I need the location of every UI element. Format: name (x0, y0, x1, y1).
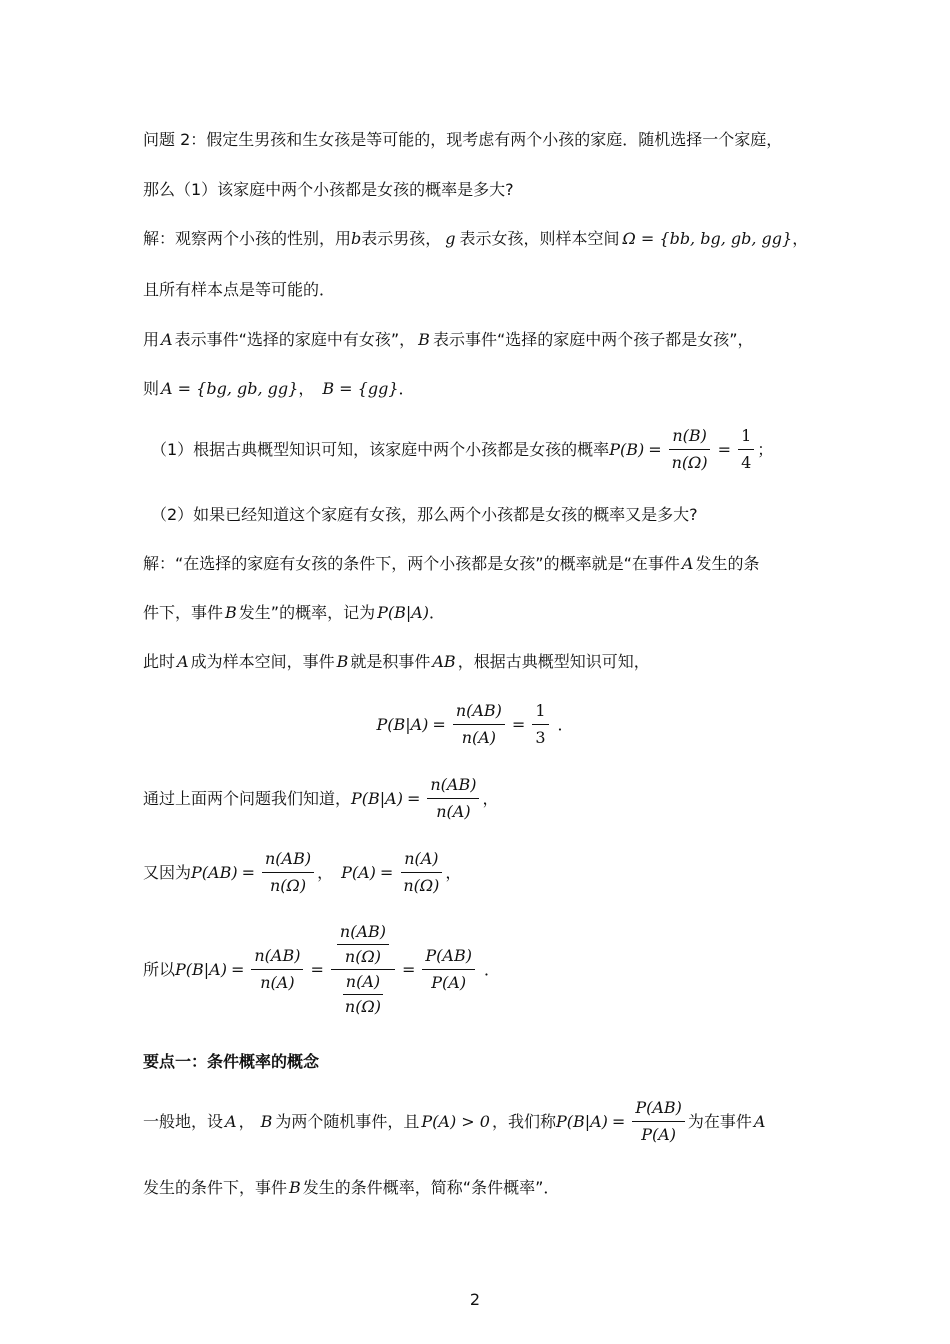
math-expr: P(B|A) (376, 714, 429, 734)
text: ． (483, 959, 500, 979)
paragraph-9 (143, 552, 759, 576)
page-number: 2 (469, 1290, 481, 1309)
formula-PBA (351, 774, 482, 823)
text: 所以 (143, 959, 176, 979)
paragraph-14 (143, 848, 461, 897)
text: 成为样本空间，事件 (190, 652, 335, 671)
math-expr: P(B|A) (555, 1111, 608, 1131)
paragraph-17 (143, 1176, 559, 1200)
equals-sign: = (230, 959, 245, 979)
text: ． (557, 714, 574, 734)
text: （1）根据古典概型知识可知，该家庭中两个小孩都是女孩的概率 (151, 439, 610, 459)
equals-sign: = (511, 714, 526, 734)
paragraph-3 (143, 227, 808, 251)
set-B: B = {gg} (322, 379, 399, 398)
paragraph-15 (143, 922, 500, 1017)
text: 则 (143, 379, 160, 398)
math-var: b (351, 229, 362, 248)
math-expr: P(A) > 0 (421, 1111, 490, 1131)
paragraph-7 (151, 425, 773, 474)
denominator: n(Ω) (344, 947, 381, 966)
text: 为在事件 (687, 1111, 752, 1131)
fraction (738, 425, 754, 474)
math-expr: P(B|A) (351, 788, 403, 808)
numerator: n(A) (343, 972, 383, 995)
fraction (422, 945, 475, 994)
equals-sign: = (241, 862, 255, 882)
paragraph-10 (143, 601, 445, 625)
math-expr: P(B|A) (377, 603, 430, 622)
equals-sign: = (379, 862, 394, 882)
text: 表示女孩，则样本空间 (459, 229, 620, 248)
math-var: A (161, 330, 173, 349)
paragraph-8 (151, 503, 698, 527)
numerator: n(A) (401, 848, 441, 873)
math-expr: P(B) (609, 439, 645, 459)
numerator: n(AB) (251, 945, 303, 970)
paragraph-13 (143, 774, 499, 823)
equals-sign: = (717, 439, 732, 459)
numerator: 1 (532, 700, 548, 725)
text: 发生的条件下，事件 (143, 1178, 288, 1197)
text: ， (792, 229, 809, 248)
equals-sign: = (310, 959, 324, 979)
fraction (262, 848, 314, 897)
display-formula-1 (0, 700, 950, 749)
denominator: n(A) (436, 802, 471, 821)
equals-sign: = (402, 959, 416, 979)
formula-PB (609, 425, 757, 474)
fraction (342, 972, 384, 1017)
math-expr: P(B|A) (175, 959, 227, 979)
formula-PA (341, 848, 445, 897)
fraction (251, 945, 303, 994)
numerator: n(AB) (337, 922, 389, 945)
equals-sign: = (432, 714, 446, 734)
fraction (337, 922, 389, 967)
math-expr: P(AB) (191, 862, 238, 882)
formula-PAB (191, 848, 317, 897)
numerator: n(B) (669, 425, 710, 450)
text: 解：观察两个小孩的性别，用 (143, 229, 352, 248)
paragraph-2 (143, 178, 514, 202)
text: ， (238, 1111, 255, 1131)
math-var: B (260, 1111, 273, 1131)
text: 表示事件“选择的家庭中有女孩”， (174, 330, 416, 349)
text: 又因为 (143, 862, 192, 882)
denominator: P(A) (641, 1125, 676, 1144)
text: 件下，事件 (143, 603, 224, 622)
text: 就是积事件 (350, 652, 431, 671)
math-var: g (445, 229, 456, 248)
paragraph-5 (143, 328, 754, 352)
heading-text: 要点一：条件概率的概念 (143, 1052, 320, 1071)
numerator: n(AB) (453, 700, 505, 725)
math-var: A (225, 1111, 237, 1131)
numerator: P(AB) (422, 945, 475, 970)
math-var: A (681, 554, 694, 573)
math-var: B (225, 603, 237, 622)
text: 问题 2：假定生男孩和生女孩是等可能的，现考虑有两个小孩的家庭．随机选择一个家庭， (143, 130, 783, 149)
denominator: n(Ω) (344, 997, 381, 1016)
text: ， (482, 788, 499, 808)
set-A: A = {bg, gb, gg} (161, 379, 299, 398)
text: 发生”的概率，记为 (238, 603, 376, 622)
math-var: B (418, 330, 430, 349)
text: ， (445, 862, 462, 882)
text: ． (429, 603, 446, 622)
fraction (532, 700, 548, 749)
equals-sign: = (406, 788, 421, 808)
numerator: n(AB) (262, 848, 314, 873)
math-var: B (336, 652, 349, 671)
math-expr: P(A) (341, 862, 376, 882)
denominator: 4 (741, 453, 752, 472)
paragraph-6 (143, 377, 415, 401)
formula-derivation (175, 922, 478, 1017)
denominator: n(A) (260, 973, 295, 992)
paragraph-4 (143, 278, 335, 302)
math-var: A (753, 1111, 766, 1131)
text: ，根据古典概型知识可知， (457, 652, 650, 671)
text: 为两个随机事件，且 (275, 1111, 420, 1131)
text: 表示事件“选择的家庭中两个孩子都是女孩”， (432, 330, 754, 349)
math-var: AB (432, 652, 456, 671)
sample-space-set: Ω = {bb, bg, gb, gg} (622, 229, 793, 248)
text: 发生的条件概率，简称“条件概率”． (302, 1178, 560, 1197)
math-var: B (289, 1178, 301, 1197)
paragraph-16 (143, 1097, 765, 1146)
fraction (453, 700, 505, 749)
text: 那么（1）该家庭中两个小孩都是女孩的概率是多大? (143, 180, 514, 199)
paragraph-1 (143, 128, 782, 152)
formula-PBA (376, 700, 551, 749)
text: ， (298, 379, 315, 398)
denominator: n(Ω) (270, 876, 307, 895)
text: ， (317, 862, 334, 882)
denominator: n(A) (461, 728, 497, 747)
text: 此时 (143, 652, 176, 671)
fraction (427, 774, 479, 823)
text: 发生的条 (695, 554, 760, 573)
denominator: n(Ω) (403, 876, 440, 895)
text: 用 (143, 330, 160, 349)
paragraph-11 (143, 650, 650, 674)
numerator: n(AB) (427, 774, 479, 799)
text: 表示男孩， (361, 229, 442, 248)
section-heading (143, 1050, 319, 1074)
text: （2）如果已经知道这个家庭有女孩，那么两个小孩都是女孩的概率又是多大? (151, 505, 698, 524)
fraction (632, 1097, 685, 1146)
numerator: P(AB) (632, 1097, 685, 1122)
equals-sign: = (648, 439, 662, 459)
denominator (336, 970, 390, 1017)
formula-definition (556, 1097, 688, 1146)
text: 且所有样本点是等可能的． (143, 280, 336, 299)
text: 解：“在选择的家庭有女孩的条件下，两个小孩都是女孩”的概率就是“在事件 (143, 554, 680, 573)
text: 一般地，设 (143, 1111, 224, 1131)
math-var: A (177, 652, 189, 671)
text: ； (757, 439, 774, 459)
text: ． (398, 379, 415, 398)
denominator: n(Ω) (671, 453, 708, 472)
text: 通过上面两个问题我们知道， (143, 788, 352, 808)
denominator: 3 (535, 728, 546, 747)
equals-sign: = (611, 1111, 626, 1131)
compound-fraction (331, 922, 395, 1017)
numerator: 1 (738, 425, 754, 450)
fraction (669, 425, 711, 474)
numerator (331, 922, 395, 970)
fraction (400, 848, 442, 897)
text: ，我们称 (491, 1111, 556, 1131)
denominator: P(A) (431, 973, 467, 992)
